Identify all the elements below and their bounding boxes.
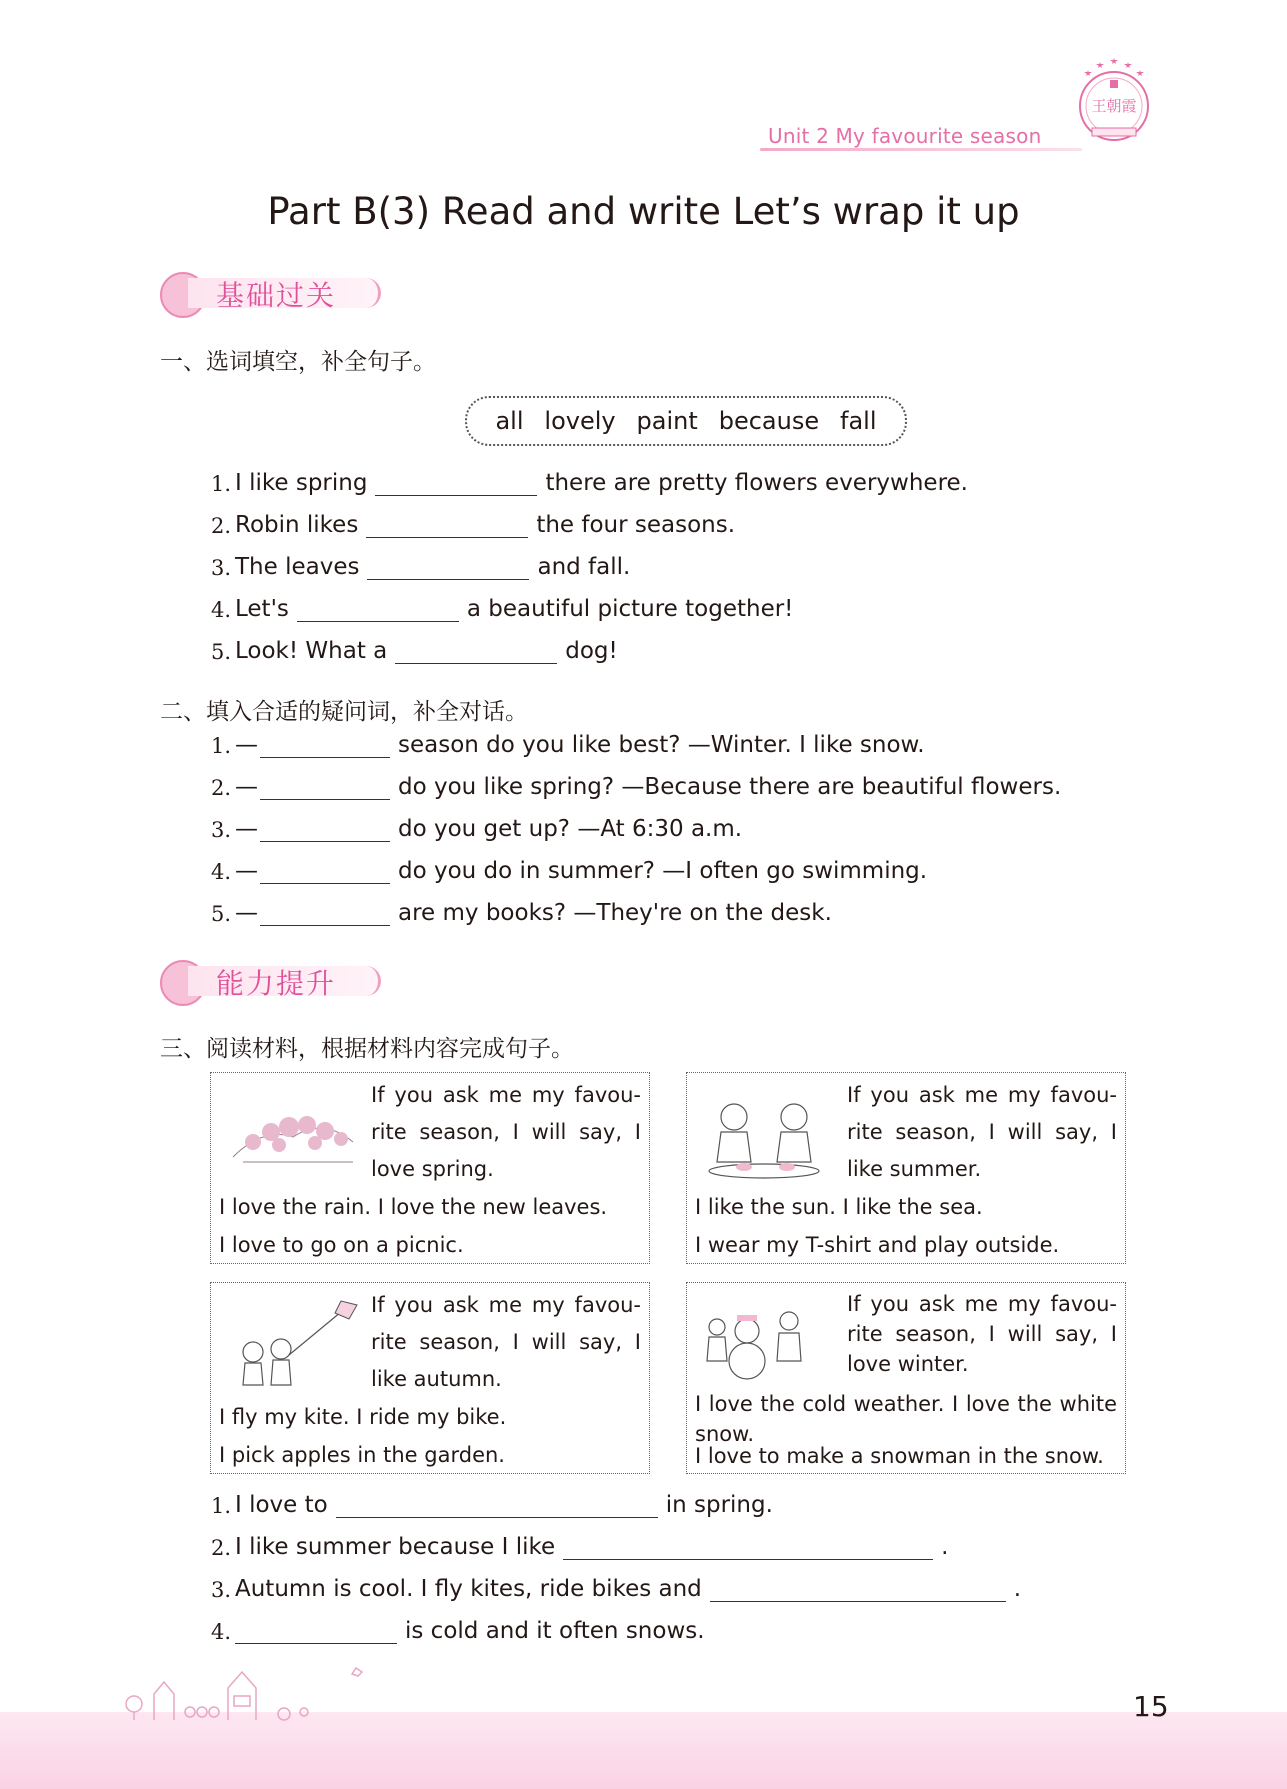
reading-card-spring: If you ask me my favou-rite season, I will say, I love spring. I love the rain. I love the new leaves. I love to go on a picnic. xyxy=(210,1072,650,1264)
q3-item: 4. is cold and it often snows. xyxy=(211,1618,705,1644)
answer-blank[interactable] xyxy=(395,639,557,664)
reading-card-summer: If you ask me my favou-rite season, I will say, I like summer. I like the sun. I like the sea. I wear my T-shirt and play outside. xyxy=(686,1072,1126,1264)
q3-item: 1. I love to in spring. xyxy=(211,1492,773,1518)
answer-blank[interactable] xyxy=(260,901,390,926)
q3-item: 3. Autumn is cool. I fly kites, ride bikes and . xyxy=(211,1576,1022,1602)
publisher-logo xyxy=(1072,56,1156,148)
q1-item: 2. Robin likes the four seasons. xyxy=(211,512,736,538)
word-bank xyxy=(465,396,907,446)
answer-blank[interactable] xyxy=(297,597,459,622)
answer-blank[interactable] xyxy=(366,513,528,538)
answer-blank[interactable] xyxy=(336,1493,658,1518)
answer-blank[interactable] xyxy=(260,859,390,884)
q1-item: 4. Let's a beautiful picture together! xyxy=(211,596,794,622)
unit-header: Unit 2 My favourite season xyxy=(768,124,1042,148)
summer-kids-illustration xyxy=(699,1087,839,1183)
autumn-kite-illustration xyxy=(223,1297,363,1393)
answer-blank[interactable] xyxy=(235,1619,397,1644)
q1-item: 3. The leaves and fall. xyxy=(211,554,631,580)
answer-blank[interactable] xyxy=(710,1577,1006,1602)
section-advanced-label: 能力提升 xyxy=(216,967,337,1000)
section-advanced-header xyxy=(160,960,400,1002)
page-title: Part B(3) Read and write Let’s wrap it up xyxy=(267,190,1020,233)
answer-blank[interactable] xyxy=(375,471,537,496)
footer-houses-decoration xyxy=(118,1658,418,1722)
header-underline xyxy=(760,148,1082,151)
q2-item: 1. — season do you like best? —Winter. I like snow. xyxy=(211,732,925,758)
q2-title: 二、填入合适的疑问词，补全对话。 xyxy=(160,699,528,725)
q1-item: 5. Look! What a dog! xyxy=(211,638,618,664)
q2-item: 3. — do you get up? —At 6:30 a.m. xyxy=(211,816,743,842)
answer-blank[interactable] xyxy=(563,1535,933,1560)
answer-blank[interactable] xyxy=(367,555,529,580)
word-bank-item: fall xyxy=(840,407,877,435)
section-basic-label: 基础过关 xyxy=(216,279,337,312)
answer-blank[interactable] xyxy=(260,817,390,842)
footer-band xyxy=(0,1712,1287,1789)
spring-tree-illustration xyxy=(223,1087,363,1183)
q2-item: 4. — do you do in summer? —I often go swimming. xyxy=(211,858,928,884)
svg-text:王朝霞: 王朝霞 xyxy=(1091,97,1137,115)
word-bank-item: because xyxy=(718,407,820,435)
word-bank-item: all xyxy=(495,407,524,435)
word-bank-item: paint xyxy=(636,407,698,435)
q3-title: 三、阅读材料，根据材料内容完成句子。 xyxy=(160,1036,574,1062)
reading-card-autumn: If you ask me my favou-rite season, I will say, I like autumn. I fly my kite. I ride my bike. I pick apples in the garden. xyxy=(210,1282,650,1474)
answer-blank[interactable] xyxy=(260,775,390,800)
section-basic-header xyxy=(160,272,400,314)
q1-title: 一、选词填空，补全句子。 xyxy=(160,349,436,375)
page-number: 15 xyxy=(1133,1690,1169,1723)
q2-item: 5. — are my books? —They're on the desk. xyxy=(211,900,832,926)
q2-item: 2. — do you like spring? —Because there are beautiful flowers. xyxy=(211,774,1062,800)
q1-item: 1. I like spring there are pretty flowers everywhere. xyxy=(211,470,968,496)
winter-snowman-illustration xyxy=(699,1291,839,1387)
q3-item: 2. I like summer because I like . xyxy=(211,1534,949,1560)
word-bank-item: lovely xyxy=(544,407,616,435)
reading-card-winter: If you ask me my favou-rite season, I will say, I love winter. I love the cold weather. I love the white snow. I love to make a snowman in the snow. xyxy=(686,1282,1126,1474)
answer-blank[interactable] xyxy=(260,733,390,758)
